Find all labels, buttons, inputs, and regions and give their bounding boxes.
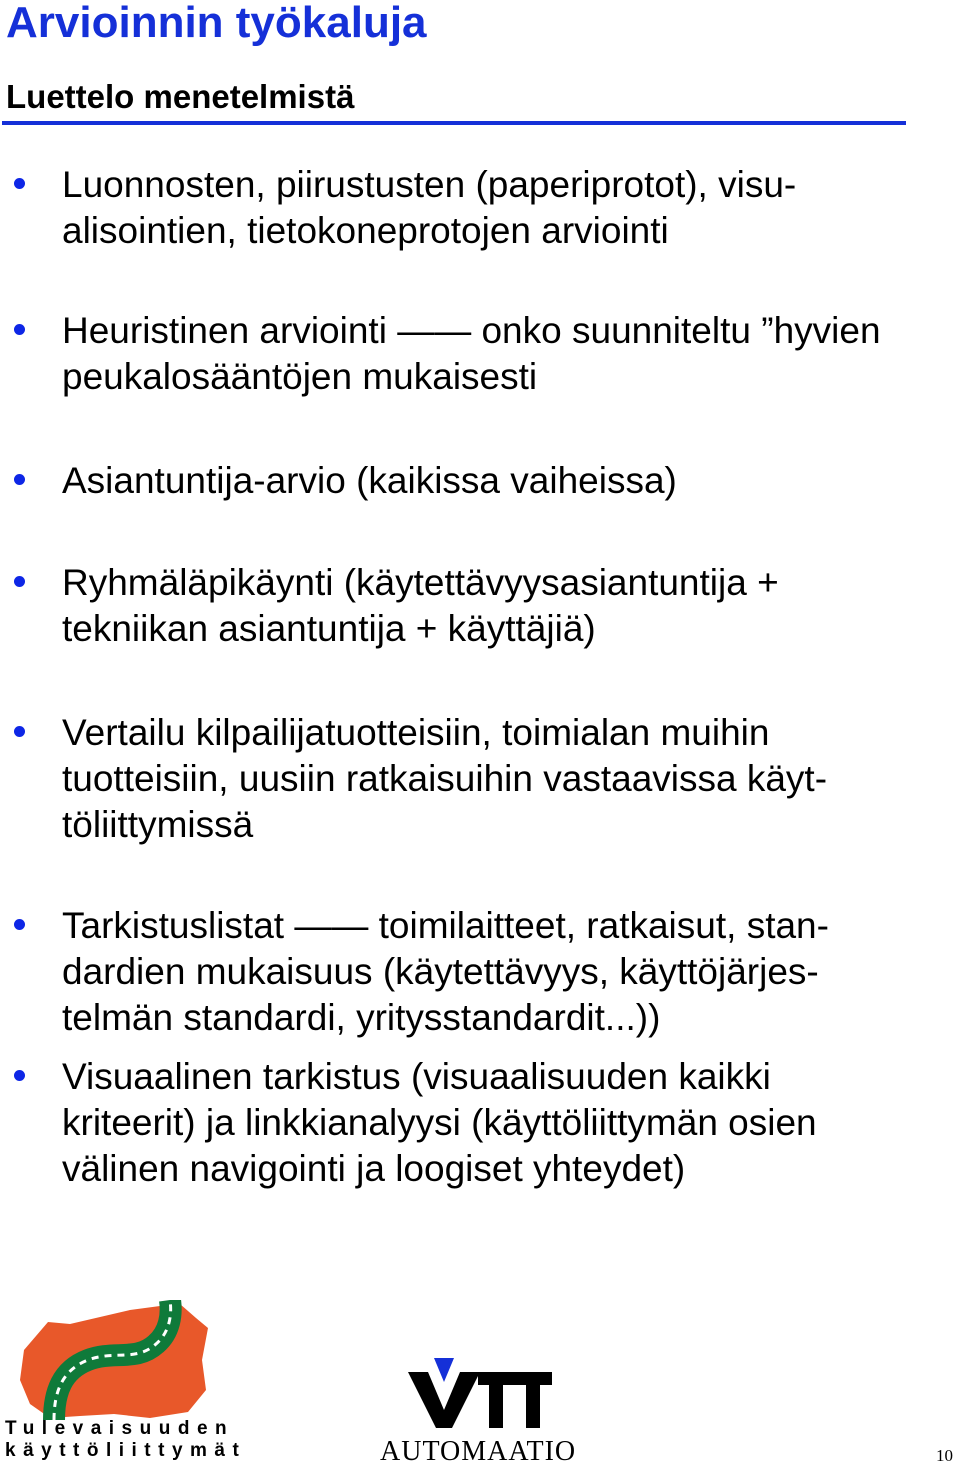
page-number: 10 xyxy=(936,1446,953,1465)
list-item-text: Visuaalinen tarkistus (visuaalisuuden kaikki kriteerit) ja linkkianalyysi (käyttöliittymän osien välinen navigointi ja loogiset yhteydet) xyxy=(62,1056,817,1189)
bullet-icon xyxy=(14,324,25,335)
bullet-icon xyxy=(14,919,25,930)
vtt-letter-t2-stem xyxy=(526,1372,540,1428)
bullet-icon xyxy=(14,178,25,189)
header-divider xyxy=(2,121,906,125)
bullet-icon xyxy=(14,474,25,485)
list-item-text: Asiantuntija-arvio (kaikissa vaiheissa) xyxy=(62,460,677,501)
list-item-text: Tarkistuslistat —— toimilaitteet, ratkaisut, stan- dardien mukaisuus (käytettävyys, käyttöjärjes- telmän standardi, yritysstandardit...)) xyxy=(62,905,829,1038)
list-item-text: Luonnosten, piirustusten (paperiprotot), visu- alisointien, tietokoneprotojen arviointi xyxy=(62,164,797,251)
bullet-icon xyxy=(14,1070,25,1081)
vtt-blue-triangle xyxy=(434,1358,454,1382)
vtt-caption: AUTOMAATIO xyxy=(380,1436,577,1467)
list-item-text: Vertailu kilpailijatuotteisiin, toimialan muihin tuotteisiin, uusiin ratkaisuihin vastaavissa käyt- töliittymissä xyxy=(62,712,828,845)
list-item-text: Heuristinen arviointi —— onko suunniteltu ”hyvien peukalosääntöjen mukaisesti xyxy=(62,310,881,397)
logo-text-line2: käyttöliittymät xyxy=(5,1440,247,1461)
bullet-icon xyxy=(14,576,25,587)
list-item-text: Ryhmäläpikäynti (käytettävyysasiantuntija + tekniikan asiantuntija + käyttäjiä) xyxy=(62,562,779,649)
logo-text-line1: Tulevaisuuden xyxy=(5,1418,235,1439)
road-map-icon xyxy=(10,1300,210,1420)
vtt-logo xyxy=(408,1358,552,1428)
page-title: Arvioinnin työkaluja xyxy=(6,0,427,47)
vtt-letter-t1-stem xyxy=(489,1372,503,1428)
bullet-icon xyxy=(14,726,25,737)
page-subtitle: Luettelo menetelmistä xyxy=(6,78,355,115)
